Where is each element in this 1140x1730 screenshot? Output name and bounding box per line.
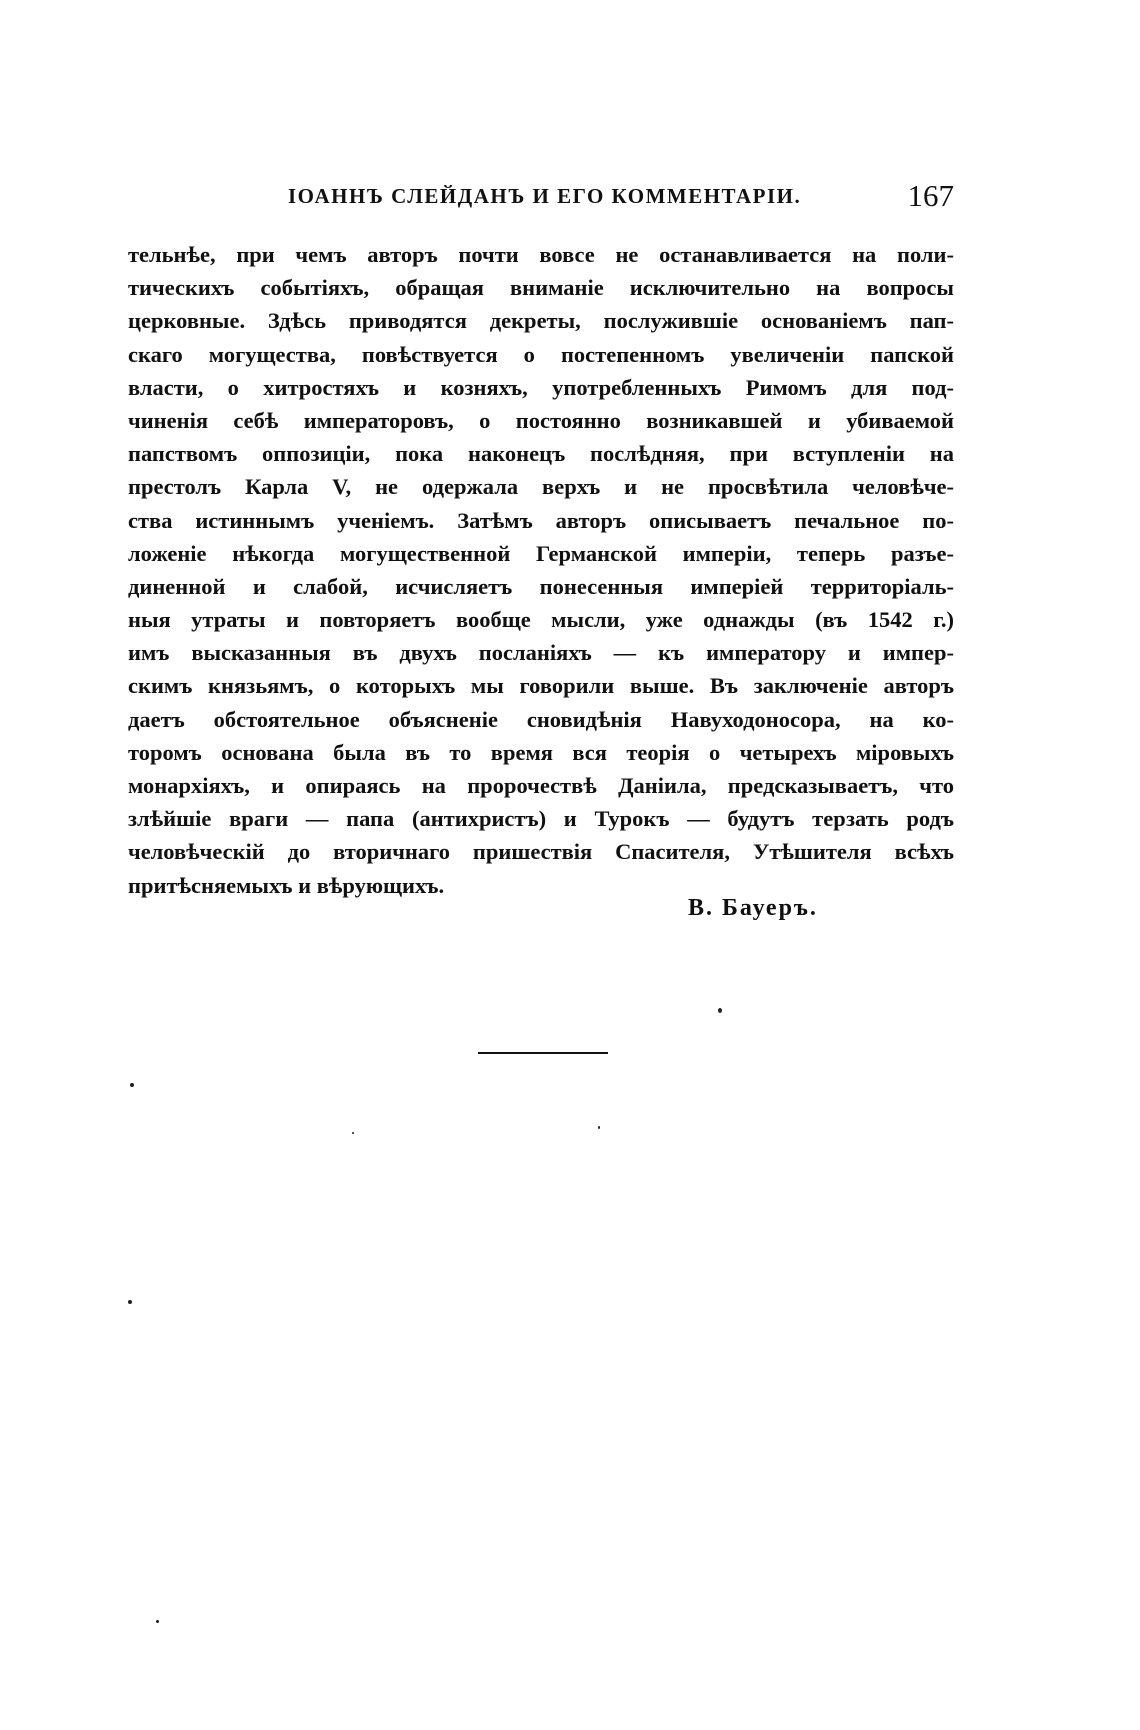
scan-speck	[156, 1620, 159, 1623]
text-line: папствомъ оппозиціи, пока наконецъ послѣдняя, при вступленіи на	[128, 441, 954, 467]
page-number: 167	[907, 178, 954, 213]
text-line: монархіяхъ, и опираясь на пророчествѣ Даніила, предсказываетъ, что	[128, 773, 954, 798]
running-title: ІОАННЪ СЛЕЙДАНЪ И ЕГО КОММЕНТАРІИ.	[288, 184, 802, 208]
text-line: ложеніе нѣкогда могущественной Германской имперіи, теперь разъе-	[128, 540, 954, 566]
text-line: скаго могущества, повѣствуется о постепенномъ увеличеніи папской	[128, 341, 954, 367]
author-signature: В. Бауеръ.	[688, 895, 818, 921]
text-line: тическихъ событіяхъ, обращая вниманіе исключительно на вопросы	[128, 275, 954, 301]
text-line: скимъ князьямъ, о которыхъ мы говорили выше. Въ заключеніе авторъ	[128, 673, 954, 699]
text-line: торомъ основана была въ то время вся теорія о четырехъ міровыхъ	[128, 739, 954, 765]
text-line: престолъ Карла V, не одержала верхъ и не просвѣтила человѣче-	[128, 474, 954, 500]
text-line: тельнѣе, при чемъ авторъ почти вовсе не останавливается на поли-	[128, 242, 954, 267]
scan-speck	[128, 1300, 132, 1304]
text-line: ства истиннымъ ученіемъ. Затѣмъ авторъ описываетъ печальное по-	[128, 507, 954, 533]
text-line: ныя утраты и повторяетъ вообще мысли, уже однажды (въ 1542 г.)	[128, 607, 954, 633]
scan-speck	[130, 1083, 134, 1087]
scan-speck	[352, 1132, 354, 1134]
text-line: чиненія себѣ императоровъ, о постоянно возникавшей и убиваемой	[128, 407, 954, 433]
text-line: имъ высказанныя въ двухъ посланіяхъ — къ императору и импер-	[128, 640, 954, 666]
section-divider	[478, 1052, 608, 1054]
text-line: даетъ обстоятельное объясненіе сновидѣнія Навуходоносора, на ко-	[128, 706, 954, 732]
text-line-last: притѣсняемыхъ и вѣрующихъ.	[128, 872, 445, 898]
text-line: диненной и слабой, исчисляетъ понесенныя имперіей территоріаль-	[128, 573, 954, 599]
scan-speck	[598, 1126, 600, 1129]
page-header	[128, 178, 954, 212]
text-line: церковные. Здѣсь приводятся декреты, послужившіе основаніемъ пап-	[128, 308, 954, 334]
text-line: человѣческій до вторичнаго пришествія Спасителя, Утѣшителя всѣхъ	[128, 839, 954, 865]
scan-speck	[718, 1008, 722, 1013]
body-paragraph	[128, 238, 954, 902]
text-line: власти, о хитростяхъ и козняхъ, употребленныхъ Римомъ для под-	[128, 374, 954, 400]
text-line: злѣйшіе враги — папа (антихристъ) и Турокъ — будутъ терзать родъ	[128, 806, 954, 832]
